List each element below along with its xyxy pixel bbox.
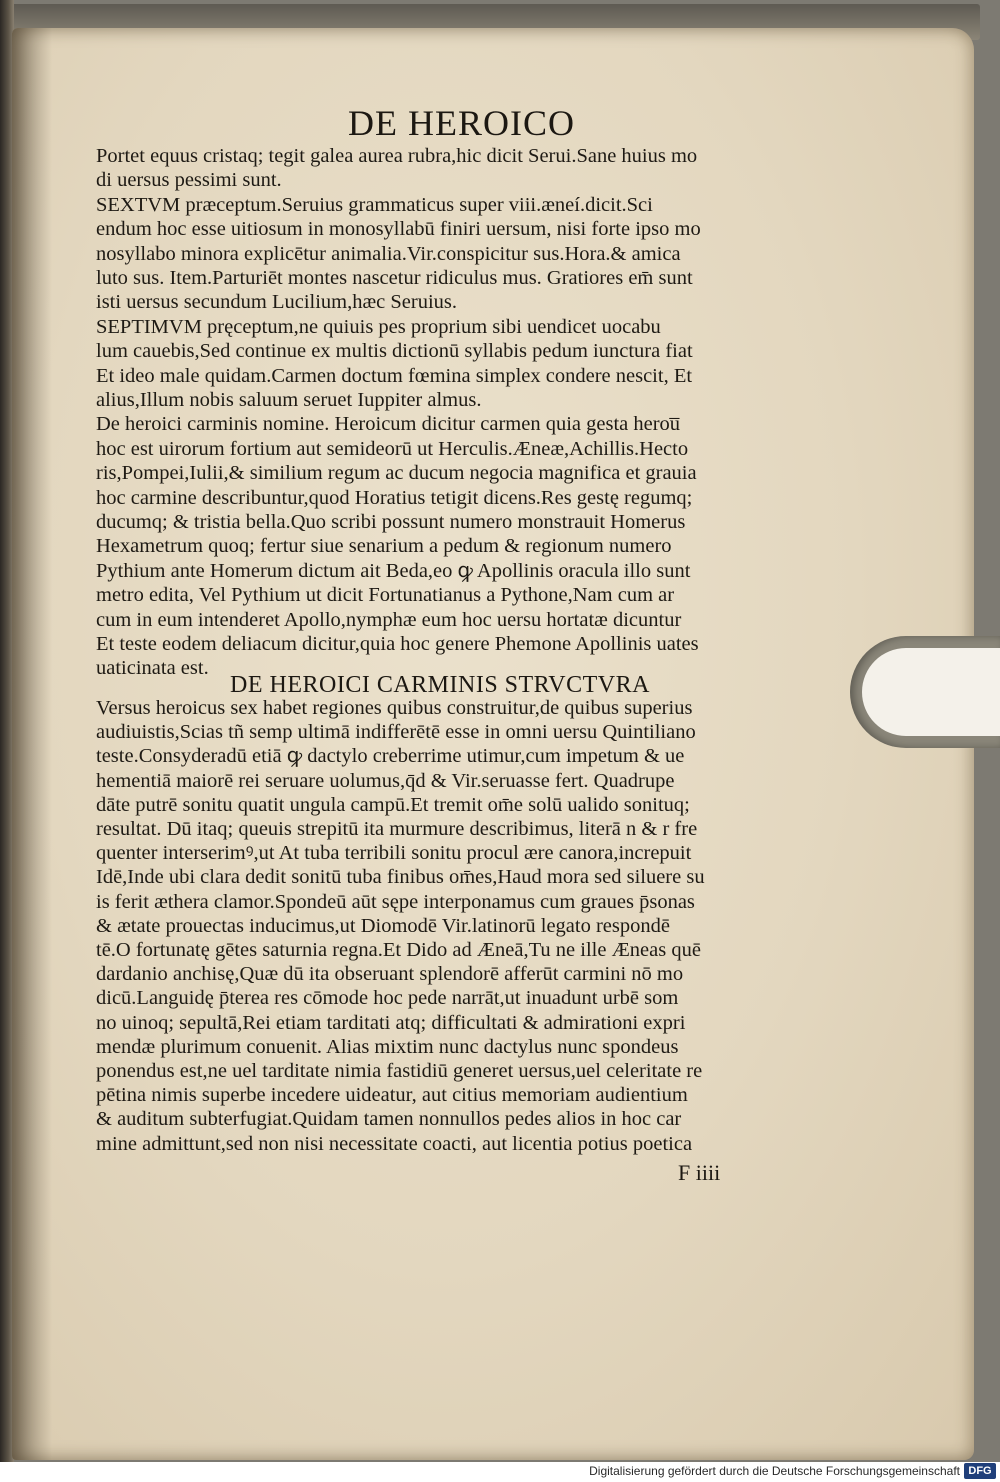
text-line: Pythium ante Homerum dictum ait Beda,eo ꝙ Apollinis oracula illo sunt xyxy=(96,559,691,582)
text-line: teste.Consyderadū etiā ꝙ dactylo creberrime utimur,cum impetum & ue xyxy=(96,745,685,768)
text-line: hoc carmine describuntur,quod Horatius tetigit dicens.Res gestę regumq; xyxy=(96,486,693,509)
text-line: di uersus pessimi sunt. xyxy=(96,169,282,192)
page-clip-inner xyxy=(862,648,1000,736)
text-line: tē.O fortunatę gētes saturnia regna.Et Dido ad Æneā,Tu ne ille Æneas quē xyxy=(96,939,701,961)
dfg-logo: DFG xyxy=(964,1463,996,1479)
text-line: quenter interserimꝰ,ut At tuba terribili sonitu procul ære canora,increpuit xyxy=(96,842,692,865)
page-heading: DE HEROICO xyxy=(348,103,575,143)
text-line: Et teste eodem deliacum dicitur,quia hoc genere Phemone Apollinis uates xyxy=(96,633,699,655)
text-line: lum cauebis,Sed continue ex multis dictionū syllabis pedum iunctura fiat xyxy=(96,340,693,363)
section-heading: DE HEROICI CARMINIS STRVCTVRA xyxy=(230,672,650,698)
text-line: SEPTIMVM pręceptum,ne quiuis pes proprium sibi uendicet uocabu xyxy=(96,315,661,338)
signature-mark: F iiii xyxy=(678,1160,721,1185)
text-line: De heroici carminis nomine. Heroicum dicitur carmen quia gesta herou̅ xyxy=(96,413,681,436)
text-line: mine admittunt,sed non nisi necessitate coacti, aut licentia potius poetica xyxy=(96,1132,693,1155)
text-line: dāte putrē sonitu quatit ungula campū.Et tremit om̄e solū ualido sonituq; xyxy=(96,793,690,816)
text-line: Idē,Inde ubi clara dedit sonitū tuba finibus om̄es,Haud mora sed siluere su xyxy=(96,866,705,889)
text-line: Versus heroicus sex habet regiones quibus construitur,de quibus superius xyxy=(96,697,693,719)
text-line: alius,Illum nobis saluum seruet Iuppiter almus. xyxy=(96,389,482,411)
text-line: hementiā maiorē rei seruare uolumus,q̄d & Vir.seruasse fert. Quadrupe xyxy=(96,769,675,792)
gutter-shadow xyxy=(12,28,52,1460)
text-line: endum hoc esse uitiosum in monosyllabū finiri uersum, nisi forte ipso mo xyxy=(96,218,701,241)
text-line: luto sus. Item.Parturiēt montes nascetur ridiculus mus. Gratiores em̄ sunt xyxy=(96,267,693,289)
text-line: pētina nimis superbe incedere uideatur, aut citius memoriam audientium xyxy=(96,1084,688,1107)
text-line: Hexametrum quoq; fertur siue senarium a pedum & regionum numero xyxy=(96,535,672,558)
text-line: uaticinata est. xyxy=(96,657,209,680)
text-line: SEXTVM præceptum.Seruius grammaticus super viii.æneí.dicit.Sci xyxy=(96,193,653,216)
text-line: ponendus est,ne uel tarditate nimia fastidiū generet uersus,uel celeritate re xyxy=(96,1060,703,1082)
text-line: ris,Pompei,Iulii,& similium regum ac ducum negocia magnifica et grauia xyxy=(96,462,697,485)
text-line: nosyllabo minora explicētur animalia.Vir.conspicitur sus.Hora.& amica xyxy=(96,242,681,265)
text-line: & auditum subterfugiat.Quidam tamen nonnullos pedes alios in hoc car xyxy=(96,1108,682,1131)
text-line: audiuistis,Scias tñ semp ultimā indifferētē esse in omni uersu Quintiliano xyxy=(96,721,696,744)
text-line: dardanio anchisę,Quæ dū ita obseruant splendorē afferūt carmini nō mo xyxy=(96,963,684,986)
text-line: cum in eum intenderet Apollo,nymphæ eum hoc uersu hortatæ dicuntur xyxy=(96,608,682,631)
text-line: resultat. Dū itaq; queuis strepitū ita murmure describimus, literā n & r fre xyxy=(96,818,698,840)
footer-bar xyxy=(0,1462,1000,1482)
text-line: & ætate prouectas inducimus,ut Diomodē Vir.latinorū legato respondē xyxy=(96,914,670,937)
text-line: Portet equus cristaq; tegit galea aurea rubra,hic dicit Serui.Sane huius mo xyxy=(96,145,698,167)
text-line: isti uersus secundum Lucilium,hæc Seruius. xyxy=(96,291,457,314)
text-line: no uinoq; sepultā,Rei etiam tarditati atq; difficultati & admirationi expri xyxy=(96,1011,686,1034)
text-line: dicū.Languidę p̄terea res cōmode hoc pede narrāt,ut inuadunt urbē som xyxy=(96,987,679,1010)
text-line: mendæ plurimum conuenit. Alias mixtim nunc dactylus nunc spondeus xyxy=(96,1035,679,1058)
text-line: is ferit æthera clamor.Spondeū aūt sępe interponamus cum graues p̄sonas xyxy=(96,890,695,913)
text-line: Et ideo male quidam.Carmen doctum fœmina simplex condere nescit, Et xyxy=(96,364,693,387)
funding-notice: Digitalisierung gefördert durch die Deutsche Forschungsgemeinschaft xyxy=(589,1464,960,1478)
text-line: hoc est uirorum fortium aut semideorū ut Herculis.Æneæ,Achillis.Hecto xyxy=(96,437,689,460)
text-line: ducumq; & tristia bella.Quo scribi possunt numero monstrauit Homerus xyxy=(96,511,686,533)
text-line: metro edita, Vel Pythium ut dicit Fortunatianus a Pythone,Nam cum ar xyxy=(96,584,675,607)
